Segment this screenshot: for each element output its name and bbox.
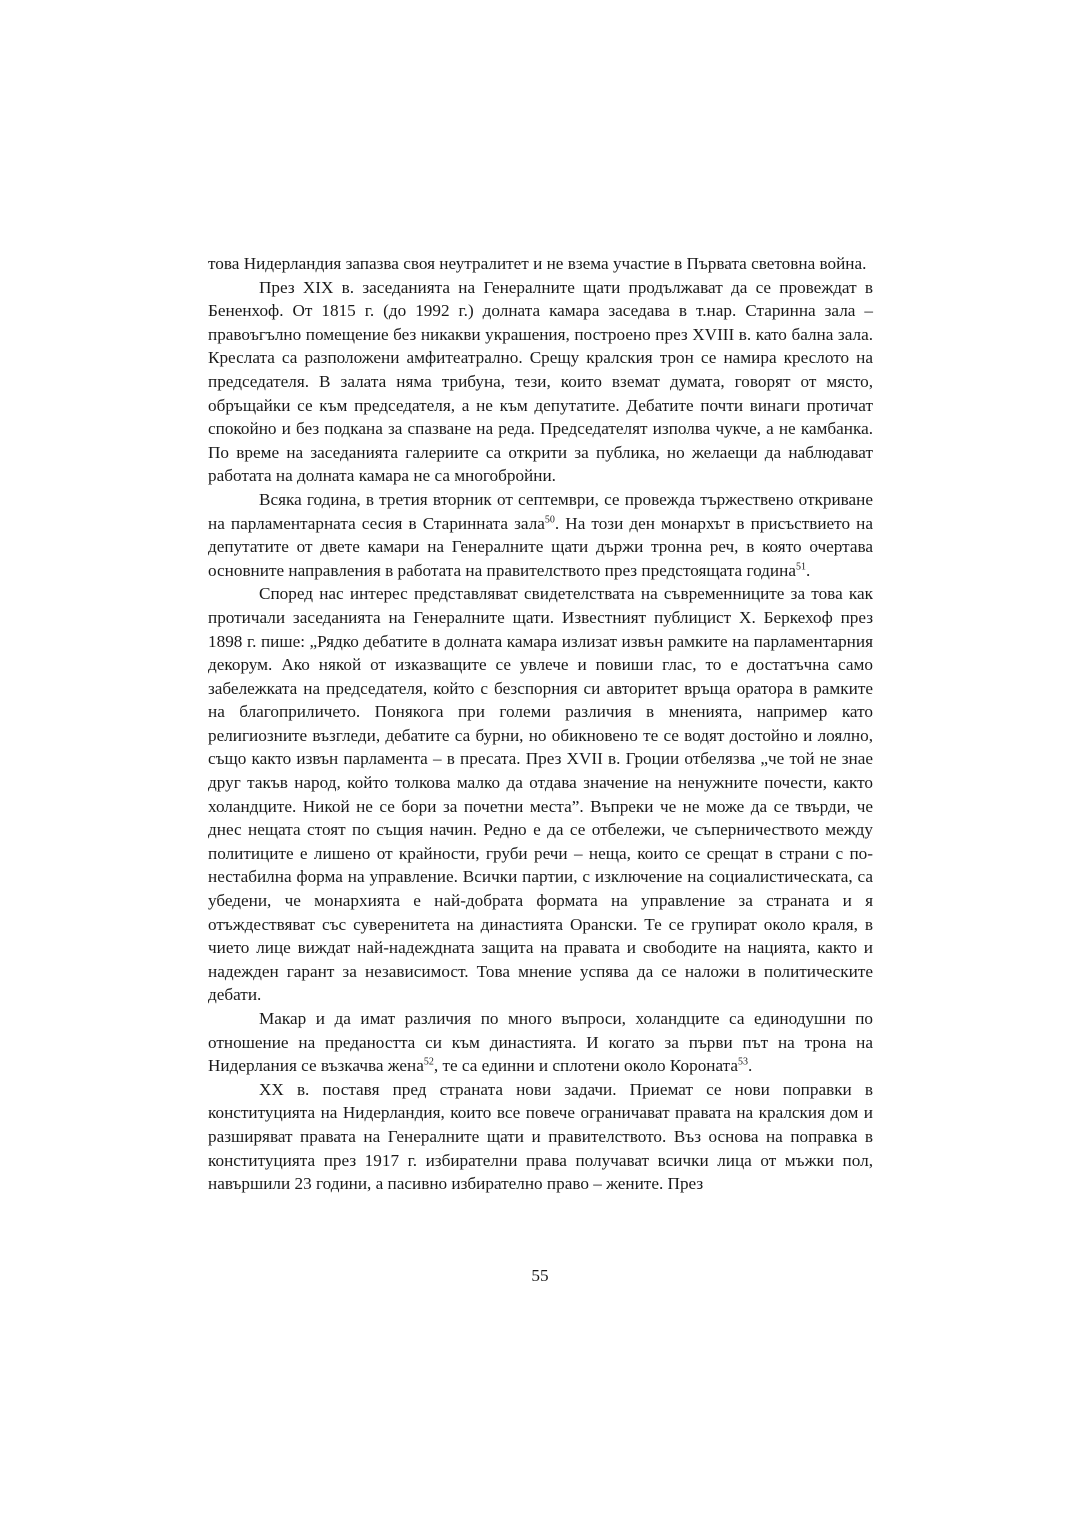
text-segment: . На този ден монархът в присъствието на депутатите от двете камари на Генералните щати държи тронна реч, в която очертава основните направления в работата на правителството през предстоящата година — [208, 513, 873, 580]
paragraph-twentieth-century — [208, 1078, 873, 1196]
text-segment: . — [805, 560, 811, 580]
text-segment: това Нидерландия запазва своя неутралитет и не взема участие в Първата световна война. — [208, 254, 867, 273]
page-number: 55 — [531, 1266, 549, 1285]
paragraph-contemporary-testimony — [208, 582, 873, 1007]
paragraph-sessions-in-binnenhof — [208, 276, 873, 488]
text-segment: През XIX в. заседанията на Генералните щати продължават да се провеждат в Бененхоф. От 1815 г. (до 1992 г.) долната камара заседава в т.нар. Старинна зала – правоъгълно помещение без никакви украшения, построено през XVIII в. като бална зала. Креслата са разположени амфитеатрално. Срещу кралския трон се намира креслото на председателя. В залата няма трибуна, тези, които вземат думата, говорят от място, обръщайки се към председателя, а не към депутатите. Дебатите почти винаги протичат спокойно и без подкана за спазване на реда. Председателят изполва чукче, а не камбанка. По време на заседанията галериите са открити за публика, но желаещи да наблюдават работата на долната камара не са многобройни. — [208, 277, 873, 486]
page-body — [208, 252, 873, 1196]
text-segment: XX в. поставя пред страната нови задачи. Приемат се нови поправки в конституцията на Нидерландия, които все повече ограничават правата на кралския дом и разширяват правата на Генералните щати и правителството. Въз основа на поправка в конституцията през 1917 г. избирателни права получават всички лица от мъжки пол, навършили 23 години, а пасивно избирателно право – жените. През — [208, 1079, 873, 1194]
text-segment: , те са единни и сплотени около Короната — [433, 1056, 739, 1076]
footnote-ref-51[interactable]: 51 — [795, 560, 806, 572]
footnote-ref-53[interactable]: 53 — [738, 1056, 749, 1068]
paragraph-dynasty-loyalty — [208, 1007, 873, 1078]
paragraph-continuation — [208, 252, 873, 276]
footnote-ref-52[interactable]: 52 — [423, 1056, 434, 1068]
footnote-ref-50[interactable]: 50 — [544, 513, 555, 525]
text-segment: . — [748, 1056, 753, 1076]
paragraph-opening-session — [208, 488, 873, 582]
text-segment: Всяка година, в третия вторник от септември, се провежда тържествено откриване на парламентарната сесия в Старинната зала — [208, 489, 873, 533]
text-segment: Макар и да имат различия по много въпроси, холандците са единодушни по отношение на предаността си към династията. И когато за първи път на трона на Нидерлания се възкачва жена — [208, 1009, 873, 1076]
text-segment: Според нас интерес представляват свидетелствата на съвременниците за това как протичали заседанията на Генералните щати. Известният публицист Х. Беркехоф през 1898 г. пише: „Рядко дебатите в долната камара излизат извън рамките на парламентарния декорум. Ако някой от изказващите се увлече и повиши глас, то е достатъчна само забележката на председателя, който с безспорния си авторитет връща оратора в рамките на благоприличето. Понякога при големи различия в мненията, например като религиозните възгледи, дебатите са бурни, но обикновено те се водят достойно и лоялно, също както извън парламента – в пресата. През XVII в. Гроции отбелязва „че той не знае друг такъв народ, който толкова малко да отдава значение на ненужните почести, както холандците. Никой не се бори за почетни места”. Въпреки че не може да се твърди, че днес нещата стоят по същия начин. Редно е да се отбележи, че съперничеството между политиците е лишено от крайности, груби речи – неща, които се срещат в страни с по-нестабилна форма на управление. Всички партии, с изключение на социалистическата, са убедени, че монархията е най-добрата формата на управление за страната и я отъждествяват със суверенитета на династията Орански. Те се групират около краля, в чието лице виждат най-надеждната защита на правата и свободите на нацията, както и надежден гарант за независимост. Това мнение успява да се наложи в политическите дебати. — [208, 584, 873, 1005]
